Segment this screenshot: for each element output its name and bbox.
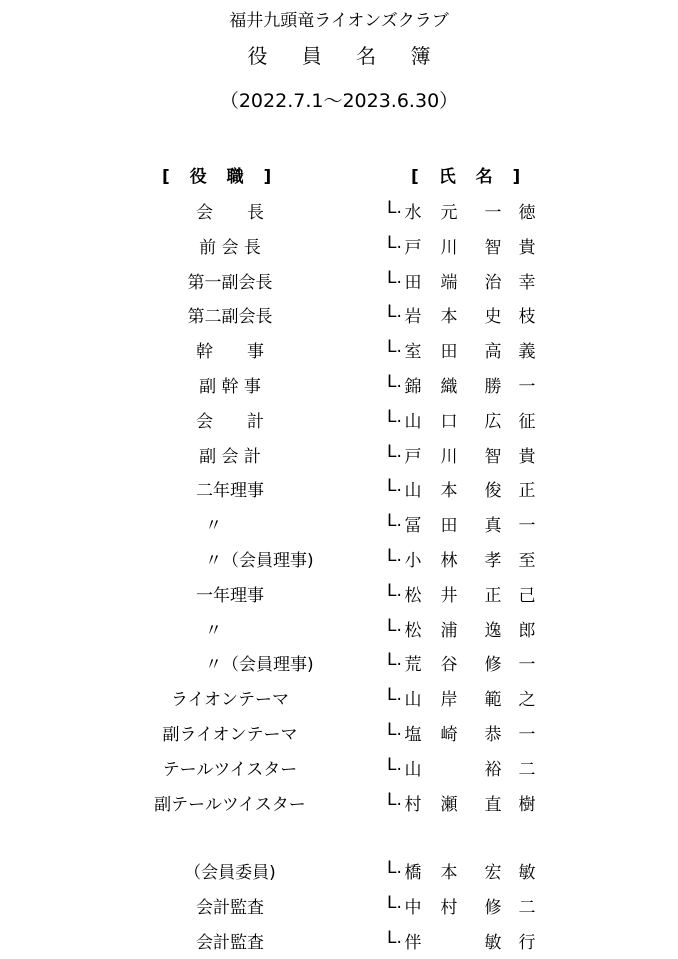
name-character: 正: [484, 585, 502, 606]
name-character: 瀬: [440, 794, 458, 815]
name-character: 孝: [484, 551, 502, 571]
officer-role: 一年理事: [196, 585, 264, 606]
officer-role: 〃（会員理事): [205, 655, 314, 676]
club-name: 福井九頭竜ライオンズクラブ: [229, 11, 449, 31]
officer-role: 〃: [205, 620, 222, 641]
name-character: 史: [484, 307, 502, 328]
officer-row: [0, 790, 678, 820]
officer-role: （会員委員): [184, 863, 276, 883]
name-character: 郎: [518, 620, 536, 641]
lion-prefix: L.: [387, 372, 402, 392]
name-character: 幸: [518, 272, 536, 293]
name-character: 松: [404, 620, 422, 641]
name-character: 田: [440, 342, 458, 363]
officer-row: [0, 372, 678, 402]
name-character: 行: [518, 932, 536, 953]
lion-prefix: L.: [387, 441, 402, 462]
lion-prefix: L.: [387, 198, 402, 218]
name-character: 修: [484, 655, 502, 676]
name-character: 至: [518, 551, 536, 571]
officer-row: [0, 616, 678, 646]
name-character: 一: [518, 725, 536, 745]
name-character: 川: [440, 237, 458, 258]
name-character: 浦: [440, 620, 458, 641]
name-character: 一: [518, 516, 536, 537]
officer-role: 副 幹 事: [199, 377, 261, 397]
name-character: 塩: [404, 725, 422, 745]
name-character: 逸: [484, 620, 502, 641]
name-character: 正: [518, 481, 536, 502]
name-character: 山: [404, 759, 422, 780]
officer-role: 副 会 計: [199, 446, 261, 467]
lion-prefix: L.: [387, 546, 402, 566]
lion-prefix: L.: [387, 927, 402, 948]
name-character: 治: [484, 272, 502, 293]
officer-row: [0, 511, 678, 541]
name-character: 戸: [404, 446, 422, 467]
name-character: 織: [440, 377, 458, 397]
name-character: 田: [404, 272, 422, 293]
name-character: 荒: [404, 655, 422, 676]
document-title: 役 員 名 簿: [247, 44, 445, 68]
name-character: 室: [404, 342, 422, 363]
officer-row: [0, 685, 678, 715]
lion-prefix: L.: [387, 615, 402, 636]
lion-prefix: L.: [387, 511, 402, 532]
name-character: 山: [404, 481, 422, 502]
officer-row: [0, 302, 678, 332]
officer-role: 会 長: [196, 203, 264, 223]
name-character: 己: [518, 585, 536, 606]
name-character: 樹: [518, 794, 536, 815]
name-character: 村: [404, 794, 422, 815]
lion-prefix: L.: [387, 476, 402, 497]
name-character: 広: [484, 411, 502, 432]
officer-role: 副テールツイスター: [154, 794, 306, 815]
officer-role: 会計監査: [196, 897, 264, 918]
name-character: 伴: [404, 932, 422, 953]
name-character: 勝: [484, 377, 502, 397]
name-character: 山: [404, 411, 422, 432]
officer-role: 第一副会長: [187, 272, 273, 293]
name-character: 敏: [484, 932, 502, 953]
officer-role: 前 会 長: [199, 237, 261, 258]
officer-row: [0, 546, 678, 576]
name-character: 枝: [518, 307, 536, 328]
name-character: 本: [440, 481, 458, 502]
officer-row: [0, 650, 678, 680]
name-character: 貴: [518, 237, 536, 258]
officer-role: テールツイスター: [162, 759, 298, 780]
officer-role: 二年理事: [196, 481, 264, 502]
officer-row: [0, 337, 678, 367]
name-character: 敏: [518, 863, 536, 883]
name-character: 岸: [440, 690, 458, 711]
officer-row: [0, 581, 678, 611]
name-character: 小: [404, 551, 422, 571]
officer-row: [0, 858, 678, 888]
name-character: 智: [484, 237, 502, 258]
name-character: 修: [484, 897, 502, 918]
officer-row: [0, 720, 678, 750]
name-character: 直: [484, 794, 502, 815]
name-character: 義: [518, 342, 536, 363]
name-character: 谷: [440, 655, 458, 676]
name-character: 錦: [404, 377, 422, 397]
lion-prefix: L.: [387, 580, 402, 601]
name-character: 松: [404, 585, 422, 606]
name-character: 宏: [484, 863, 502, 883]
name-character: 戸: [404, 237, 422, 258]
role-column-header: [ 役 職 ]: [162, 167, 272, 187]
name-character: 岩: [404, 307, 422, 328]
name-character: 本: [440, 307, 458, 328]
officer-row: [0, 407, 678, 437]
officer-role: 〃: [205, 516, 222, 537]
name-character: 橋: [404, 863, 422, 883]
lion-prefix: L.: [387, 685, 402, 706]
name-character: 中: [404, 897, 422, 918]
lion-prefix: L.: [387, 337, 402, 358]
lion-prefix: L.: [387, 754, 402, 775]
officer-role: ライオンテーマ: [171, 690, 289, 711]
officer-role: 幹 事: [196, 342, 264, 363]
name-character: 一: [518, 655, 536, 676]
name-character: 真: [484, 516, 502, 537]
name-character: 俊: [484, 481, 502, 502]
name-character: 山: [404, 690, 422, 711]
term-period: （2022.7.1～2023.6.30）: [219, 90, 459, 112]
officer-row: [0, 198, 678, 228]
name-character: 智: [484, 446, 502, 467]
name-character: 二: [518, 759, 536, 780]
name-character: 一: [484, 203, 502, 223]
name-character: 高: [484, 342, 502, 363]
name-character: 本: [440, 863, 458, 883]
name-character: 冨: [404, 516, 422, 537]
name-character: 貴: [518, 446, 536, 467]
lion-prefix: L.: [387, 267, 402, 288]
name-character: 口: [440, 411, 458, 432]
name-character: 元: [440, 203, 458, 223]
lion-prefix: L.: [387, 232, 402, 253]
officer-row: [0, 893, 678, 923]
name-character: 之: [518, 690, 536, 711]
name-character: 一: [518, 377, 536, 397]
officer-role: 会計監査: [196, 932, 264, 953]
name-character: 征: [518, 411, 536, 432]
officer-role: 第二副会長: [187, 307, 273, 328]
officer-row: [0, 442, 678, 472]
name-character: 崎: [440, 725, 458, 745]
officer-row: [0, 233, 678, 263]
officer-row: [0, 476, 678, 506]
officer-role: 副ライオンテーマ: [162, 725, 298, 745]
lion-prefix: L.: [387, 892, 402, 913]
name-character: 村: [440, 897, 458, 918]
lion-prefix: L.: [387, 789, 402, 810]
lion-prefix: L.: [387, 302, 402, 323]
officer-row: [0, 928, 678, 958]
name-character: 二: [518, 897, 536, 918]
name-character: 範: [484, 690, 502, 711]
lion-prefix: L.: [387, 858, 402, 878]
officer-row: [0, 755, 678, 785]
lion-prefix: L.: [387, 720, 402, 740]
name-character: 川: [440, 446, 458, 467]
name-character: 恭: [484, 725, 502, 745]
name-character: 徳: [518, 203, 536, 223]
name-character: 裕: [484, 759, 502, 780]
name-character: 林: [440, 551, 458, 571]
officer-role: 会 計: [196, 411, 264, 432]
name-character: 水: [404, 203, 422, 223]
name-character: 井: [440, 585, 458, 606]
name-character: 端: [440, 272, 458, 293]
name-character: 田: [440, 516, 458, 537]
officer-row: [0, 268, 678, 298]
lion-prefix: L.: [387, 406, 402, 427]
lion-prefix: L.: [387, 650, 402, 671]
officer-role: 〃（会員理事): [205, 551, 314, 571]
name-column-header: [ 氏 名 ]: [411, 167, 521, 187]
